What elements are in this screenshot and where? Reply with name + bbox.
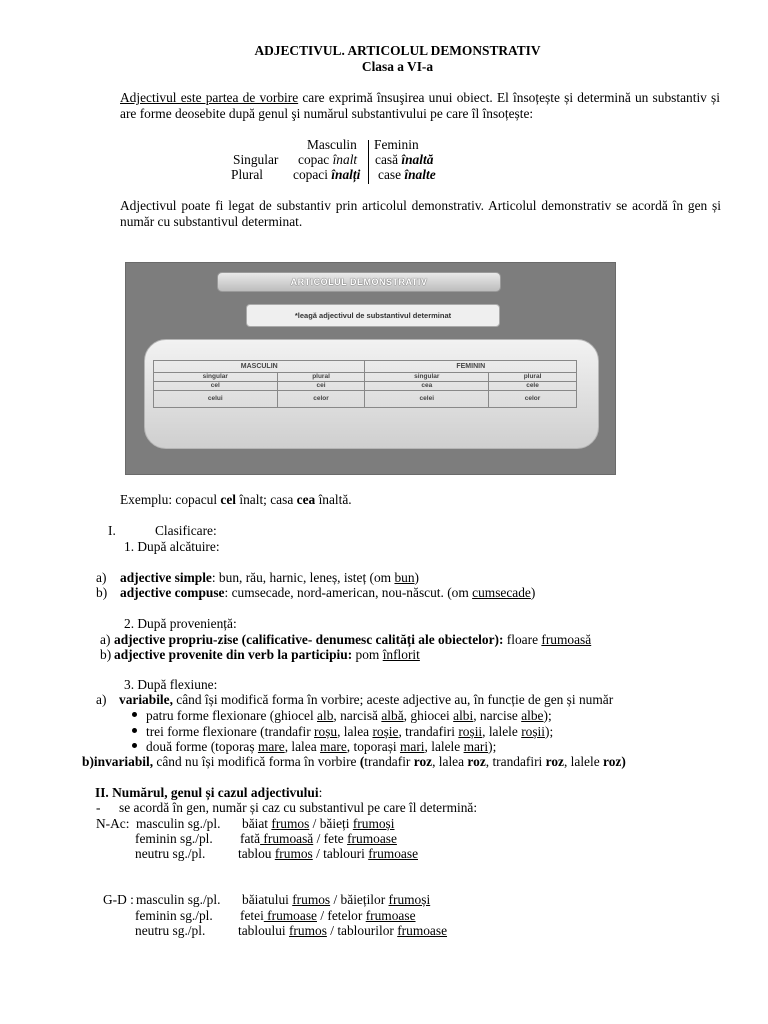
- image-cell: cea: [365, 382, 489, 391]
- label-b2: b): [100, 647, 112, 662]
- item-simple: adjective simple: bun, rău, harnic, leneș, isteț (om bun): [120, 570, 420, 585]
- nac-neut-forms: tablou frumos / tablouri frumoase: [238, 846, 419, 861]
- item-compuse: adjective compuse: cumsecade, nord-american, nou-născut. (om cumsecade): [120, 585, 536, 600]
- bullet-two-forms: două forme (toporaș mare, lalea mare, toporași mari, lalele mari);: [146, 739, 497, 754]
- nac-masc-label: masculin sg./pl.: [136, 816, 221, 831]
- image-cell: cei: [277, 382, 365, 391]
- subsection-1: 1. După alcătuire:: [124, 539, 220, 554]
- gd-fem-forms: fetei frumoase / fetelor frumoase: [240, 908, 416, 923]
- image-cell: celor: [277, 391, 365, 408]
- image-panel: [144, 339, 599, 449]
- label-a3: a): [96, 692, 107, 707]
- image-masc-header: MASCULIN: [154, 361, 365, 373]
- image-cell: cele: [489, 382, 577, 391]
- page-title: ADJECTIVUL. ARTICOLUL DEMONSTRATIV: [254, 43, 541, 58]
- agreement-rule: se acordă în gen, număr și caz cu substantivul pe care îl determină:: [119, 800, 478, 815]
- image-cell: plural: [277, 373, 365, 382]
- image-caption: *leagă adjectivul de substantivul determinat: [246, 304, 500, 327]
- item-variabile: variabile, când își modifică forma în vorbire; aceste adjective au, în funcție de gen și număr: [119, 692, 614, 707]
- image-cell: celui: [154, 391, 278, 408]
- bullet-three-forms: trei forme flexionare (trandafir roșu, lalea roșie, trandafiri roșii, lalele roșii);: [146, 724, 554, 739]
- table-divider: [368, 140, 369, 184]
- item-invariabil: b)invariabil, când nu își modifică forma în vorbire (trandafir roz, lalea roz, trandafiri roz, lalele roz): [82, 754, 626, 769]
- gd-masc-forms: băiatului frumos / băieților frumoși: [242, 892, 431, 907]
- gd-neut-label: neutru sg./pl.: [135, 923, 206, 938]
- nac-fem-label: feminin sg./pl.: [135, 831, 213, 846]
- section1-title: Clasificare:: [155, 523, 217, 538]
- row-plural: Plural: [231, 167, 263, 182]
- rule-dash: -: [96, 800, 101, 815]
- label-a2: a): [100, 632, 111, 647]
- bullet-icon: [132, 728, 137, 733]
- nac-label: N-Ac:: [96, 816, 130, 831]
- image-table: [153, 360, 577, 408]
- bullet-icon: [132, 712, 137, 717]
- col-feminin: Feminin: [374, 137, 419, 152]
- example-line: Exemplu: copacul cel înalt; casa cea înaltă.: [120, 492, 352, 507]
- row-singular: Singular: [233, 152, 279, 167]
- pl-masc: copaci înalți: [293, 167, 361, 182]
- section1-number: I.: [108, 523, 116, 538]
- link-paragraph: Adjectivul poate fi legat de substantiv prin articolul demonstrativ. Articolul demonstrativ se acordă în gen și număr cu substantivul determinat.: [120, 198, 721, 229]
- definition-text: care exprimă însuşirea unui obiect. El însoțește și determină un substantiv și are forme deosebite după genul şi numărul substantivului pe care îl însoțește:: [120, 90, 720, 121]
- intro-paragraph: [120, 90, 720, 121]
- col-masculin: Masculin: [307, 137, 357, 152]
- nac-masc-forms: băiat frumos / băieți frumoși: [242, 816, 395, 831]
- nac-fem-forms: fată frumoasă / fete frumoase: [240, 831, 397, 846]
- image-cell: celei: [365, 391, 489, 408]
- demonstrative-article-image: [125, 262, 616, 475]
- image-cell: celor: [489, 391, 577, 408]
- nac-neut-label: neutru sg./pl.: [135, 846, 206, 861]
- image-cell: plural: [489, 373, 577, 382]
- item-propriu-zise: adjective propriu-zise (calificative- denumesc calități ale obiectelor): floare frumoasă: [114, 632, 592, 647]
- image-header: ARTICOLUL DEMONSTRATIV: [217, 272, 501, 292]
- definition-underlined: Adjectivul este partea de vorbire: [120, 90, 299, 105]
- image-cell: cel: [154, 382, 278, 391]
- page-subtitle: Clasa a VI-a: [361, 59, 434, 74]
- section2-title: II. Numărul, genul și cazul adjectivului:: [95, 785, 323, 800]
- pl-fem: case înalte: [378, 167, 436, 182]
- image-cell: singular: [365, 373, 489, 382]
- subsection-2: 2. După proveniență:: [124, 616, 237, 631]
- subsection-3: 3. După flexiune:: [124, 677, 218, 692]
- gd-masc-label: masculin sg./pl.: [136, 892, 221, 907]
- image-cell: singular: [154, 373, 278, 382]
- sg-fem: casă înaltă: [375, 152, 434, 167]
- gd-label: G-D :: [103, 892, 134, 907]
- gd-neut-forms: tabloului frumos / tablourilor frumoase: [238, 923, 448, 938]
- label-b1: b): [96, 585, 108, 600]
- bullet-four-forms: patru forme flexionare (ghiocel alb, narcisă albă, ghiocei albi, narcise albe);: [146, 708, 552, 723]
- bullet-icon: [132, 743, 137, 748]
- label-a1: a): [96, 570, 107, 585]
- gd-fem-label: feminin sg./pl.: [135, 908, 213, 923]
- sg-masc: copac înalt: [298, 152, 358, 167]
- image-fem-header: FEMININ: [365, 361, 577, 373]
- item-participiu: adjective provenite din verb la participiu: pom înflorit: [114, 647, 420, 662]
